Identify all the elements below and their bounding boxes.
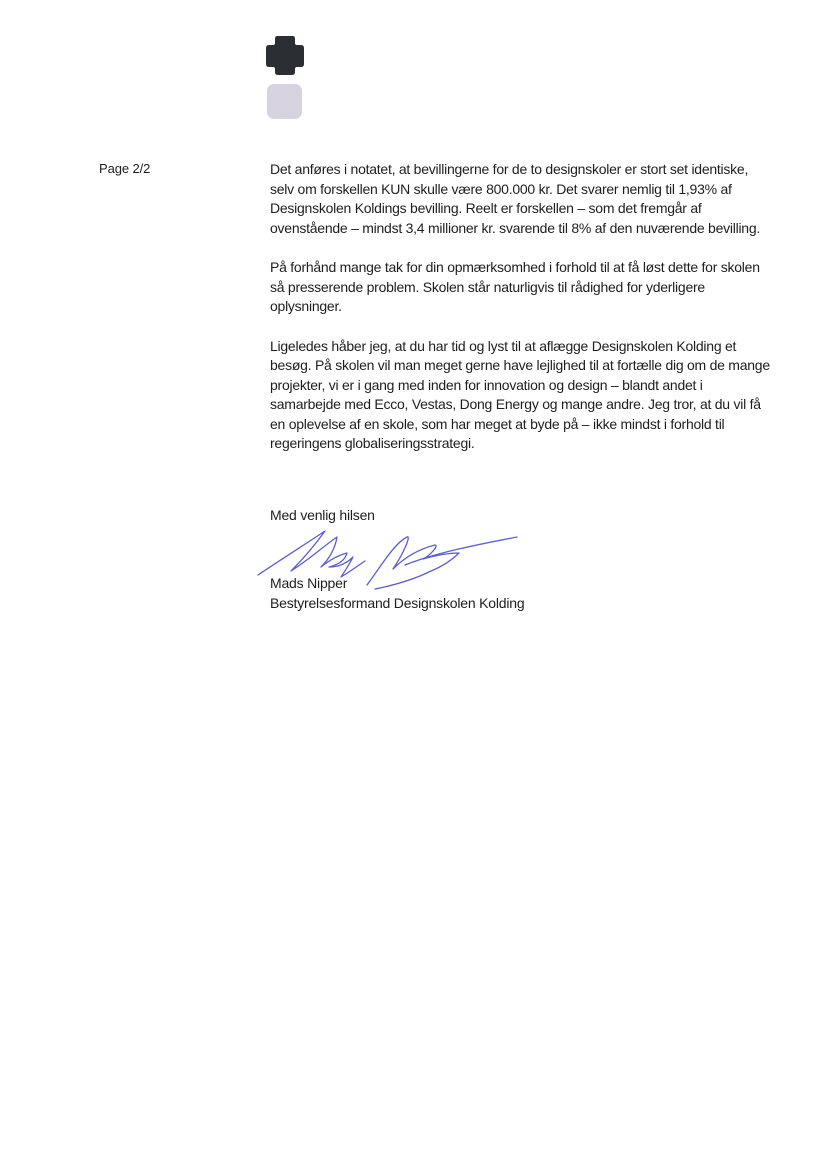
paragraph-bevilling: Det anføres i notatet, at bevillingerne for de to designskoler er stort set identiske, selv om forskellen KUN skulle være 800.000 kr. Det svarer nemlig til 1,93% af Designskolen Koldings bevilling. Reelt er forskellen – som det fremgår af ovenstående – mindst 3,4 millioner kr. svarende til 8% af den nuværende bevilling. bbox=[270, 161, 761, 236]
rounded-cross-icon bbox=[266, 36, 304, 75]
paragraph-invitation: Ligeledes håber jeg, at du har tid og lyst til at aflægge Designskolen Kolding et besøg. På skolen vil man meget gerne have lejlighed til at fortælle dig om de mange projekter, vi er i gang med inden for innovation og design – blandt andet i samarbejde med Ecco, Vestas, Dong Energy og mange andre. Jeg tror, at du vil få en oplevelse af en skole, som har meget at byde på – ikke mindst i forhold til regeringens globaliseringsstrategi. bbox=[270, 337, 770, 451]
logo-graphic bbox=[264, 34, 306, 122]
signer-name: Mads Nipper bbox=[270, 575, 348, 591]
paragraph-thanks: På forhånd mange tak for din opmærksomhed i forhold til at få løst dette for skolen så presserende problem. Skolen står naturligvis til rådighed for yderligere oplysninger. bbox=[270, 259, 760, 314]
letter-body bbox=[270, 160, 770, 474]
closing-greeting: Med venlig hilsen bbox=[270, 507, 375, 523]
signer-title: Bestyrelsesformand Designskolen Kolding bbox=[270, 595, 525, 611]
logo bbox=[264, 34, 306, 122]
rounded-square-icon bbox=[267, 84, 302, 119]
page-number: Page 2/2 bbox=[99, 161, 151, 176]
